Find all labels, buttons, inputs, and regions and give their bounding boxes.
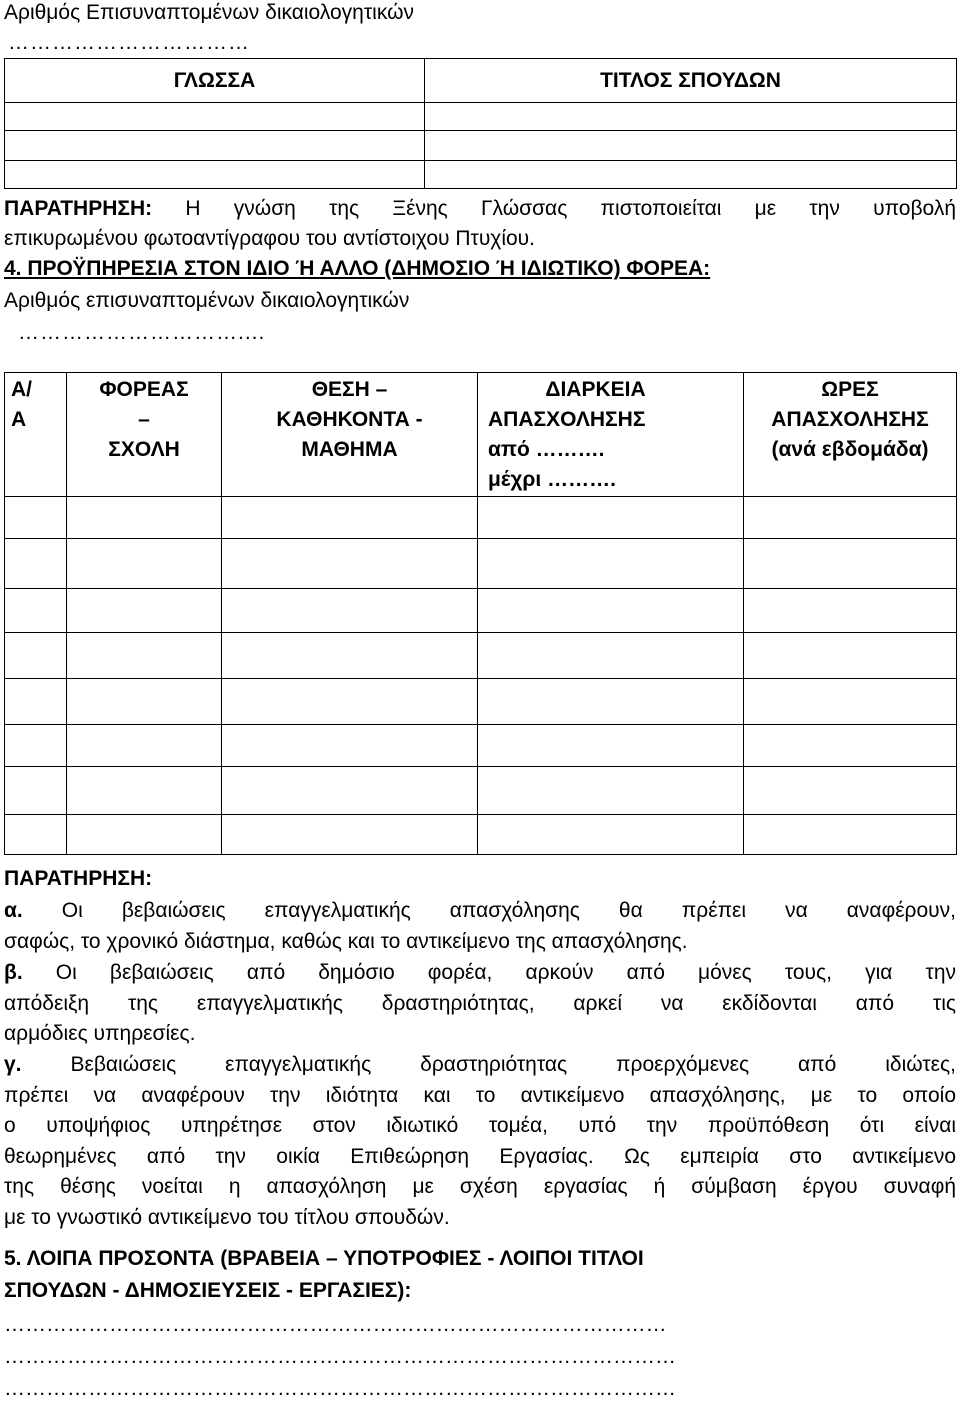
table-cell[interactable] xyxy=(744,539,957,589)
paragraph-marker: γ. xyxy=(4,1053,22,1076)
table-cell[interactable] xyxy=(222,633,478,679)
table-row xyxy=(5,633,957,679)
header-text: Α xyxy=(11,408,27,431)
table-cell[interactable] xyxy=(222,497,478,539)
table-row xyxy=(5,679,957,725)
paragraph-line: θεωρημένες από την οικία Επιθεώρηση Εργασίας. Ως εμπειρία στο αντικείμενο xyxy=(4,1144,956,1168)
duration-column-header xyxy=(478,373,744,497)
language-table-header xyxy=(5,59,957,103)
fill-in-dots-line[interactable]: …………………………………………………………………………………… xyxy=(4,1345,676,1368)
table-cell[interactable] xyxy=(5,589,67,633)
header-text: μέχρι ………. xyxy=(488,468,616,491)
table-cell[interactable] xyxy=(5,131,425,161)
paragraph-marker: α. xyxy=(4,899,23,922)
table-cell[interactable] xyxy=(5,161,425,189)
table-cell[interactable] xyxy=(222,767,478,815)
service-table xyxy=(4,372,957,855)
table-cell[interactable] xyxy=(478,539,744,589)
table-cell[interactable] xyxy=(67,815,222,855)
header-text: ΚΑΘΗΚΟΝΤΑ - xyxy=(276,408,423,431)
paragraph-line: Οι βεβαιώσεις από δημόσιο φορέα, αρκούν από μόνες τους, για την xyxy=(22,961,956,984)
note-text-line: επικυρωμένου φωτοαντίγραφου του αντίστοιχου Πτυχίου. xyxy=(4,227,535,250)
paragraph-line: ο υποψήφιος υπηρέτησε στον ιδιωτικό τομέα, υπό την προϋπόθεση ότι είναι xyxy=(4,1114,956,1137)
table-row xyxy=(5,767,957,815)
header-text: ΩΡΕΣ xyxy=(821,378,879,401)
table-cell[interactable] xyxy=(222,815,478,855)
position-column-header xyxy=(222,373,478,497)
table-cell[interactable] xyxy=(744,633,957,679)
header-text: Α/ xyxy=(11,378,32,401)
header-text: ΜΑΘΗΜΑ xyxy=(301,438,398,461)
table-cell[interactable] xyxy=(5,725,67,767)
table-row xyxy=(5,589,957,633)
section-5-heading: 5. ΛΟΙΠΑ ΠΡΟΣΟΝΤΑ (ΒΡΑΒΕΙΑ – ΥΠΟΤΡΟΦΙΕΣ - ΛΟΙΠΟΙ ΤΙΤΛΟΙ xyxy=(4,1247,644,1270)
table-cell[interactable] xyxy=(5,767,67,815)
table-cell[interactable] xyxy=(67,725,222,767)
table-cell[interactable] xyxy=(67,767,222,815)
paragraph-line: σαφώς, το χρονικό διάστημα, καθώς και το αντικείμενο της απασχόλησης. xyxy=(4,929,688,953)
title-column-header: ΤΙΤΛΟΣ ΣΠΟΥΔΩΝ xyxy=(425,59,957,103)
paragraph-line: με το γνωστικό αντικείμενο του τίτλου σπουδών. xyxy=(4,1205,450,1229)
header-text: ΣΧΟΛΗ xyxy=(108,438,180,461)
table-cell[interactable] xyxy=(478,633,744,679)
note-paragraph-a xyxy=(4,896,956,957)
note-text-line: Η γνώση της Ξένης Γλώσσας πιστοποιείται με την υποβολή xyxy=(152,197,956,220)
table-cell[interactable] xyxy=(5,497,67,539)
attachments-count-label: Αριθμός Επισυναπτομένων δικαιολογητικών xyxy=(4,1,414,24)
table-cell[interactable] xyxy=(5,103,425,131)
paragraph-line: Οι βεβαιώσεις επαγγελματικής απασχόλησης θα πρέπει να αναφέρουν, xyxy=(22,899,956,922)
paragraph-marker: β. xyxy=(4,961,23,984)
table-cell[interactable] xyxy=(5,679,67,725)
table-cell[interactable] xyxy=(67,539,222,589)
header-text: (ανά εβδομάδα) xyxy=(771,438,929,461)
table-cell[interactable] xyxy=(425,161,957,189)
table-cell[interactable] xyxy=(478,815,744,855)
table-cell[interactable] xyxy=(744,815,957,855)
fill-in-dots-line[interactable]: …………………………………………………………………………………… xyxy=(4,1377,676,1400)
service-note-label: ΠΑΡΑΤΗΡΗΣΗ: xyxy=(4,867,153,890)
table-cell[interactable] xyxy=(478,497,744,539)
header-text: ΑΠΑΣΧΟΛΗΣΗΣ xyxy=(771,408,929,431)
fill-in-dots-line[interactable]: …………………………..……………………………………………………… xyxy=(4,1313,667,1336)
table-cell[interactable] xyxy=(478,679,744,725)
language-note xyxy=(4,194,956,225)
paragraph-line: Βεβαιώσεις επαγγελματικής δραστηριότητας προερχόμενες από ιδιώτες, xyxy=(21,1053,956,1076)
table-row xyxy=(5,103,957,131)
header-text: από ………. xyxy=(488,438,605,461)
language-column-header: ΓΛΩΣΣΑ xyxy=(5,59,425,103)
paragraph-line: αρμόδιες υπηρεσίες. xyxy=(4,1022,196,1045)
section-4-heading: 4. ΠΡΟΫΠΗΡΕΣΙΑ ΣΤΟΝ ΙΔΙΟ Ή ΑΛΛΟ (ΔΗΜΟΣΙΟ Ή ΙΔΙΩΤΙΚΟ) ΦΟΡΕΑ: xyxy=(4,257,711,280)
table-row xyxy=(5,815,957,855)
table-cell[interactable] xyxy=(744,725,957,767)
table-row xyxy=(5,725,957,767)
header-text: ΑΠΑΣΧΟΛΗΣΗΣ xyxy=(488,408,646,431)
header-text: – xyxy=(138,408,150,431)
note-paragraph-b xyxy=(4,958,956,1050)
aa-column-header xyxy=(5,373,67,497)
section-5-heading: ΣΠΟΥΔΩΝ - ΔΗΜΟΣΙΕΥΣΕΙΣ - ΕΡΓΑΣΙΕΣ): xyxy=(4,1279,412,1302)
table-cell[interactable] xyxy=(744,589,957,633)
table-cell[interactable] xyxy=(425,103,957,131)
table-cell[interactable] xyxy=(5,633,67,679)
table-row xyxy=(5,161,957,189)
header-text: ΦΟΡΕΑΣ xyxy=(99,378,189,401)
paragraph-line: πρέπει να αναφέρουν την ιδιότητα και το αντικείμενο απασχόλησης, με το οποίο xyxy=(4,1083,956,1107)
section-4-count-dots: ………………………….... xyxy=(18,321,266,344)
table-cell[interactable] xyxy=(222,589,478,633)
table-cell[interactable] xyxy=(478,589,744,633)
paragraph-line: απόδειξη της επαγγελματικής δραστηριότητας, αρκεί να εκδίδονται από τις xyxy=(4,991,956,1015)
table-cell[interactable] xyxy=(67,497,222,539)
table-cell[interactable] xyxy=(478,767,744,815)
table-row xyxy=(5,131,957,161)
service-table-header xyxy=(5,373,957,497)
table-cell[interactable] xyxy=(744,767,957,815)
table-row xyxy=(5,539,957,589)
table-cell[interactable] xyxy=(5,815,67,855)
table-cell[interactable] xyxy=(744,679,957,725)
body-column-header xyxy=(67,373,222,497)
table-cell[interactable] xyxy=(744,497,957,539)
table-cell[interactable] xyxy=(67,633,222,679)
table-cell[interactable] xyxy=(5,539,67,589)
paragraph-line: της θέσης νοείται η απασχόληση με σχέση εργασίας ή σύμβαση έργου συναφή xyxy=(4,1175,956,1198)
attachments-count-dots: …………………………… xyxy=(8,31,250,54)
table-cell[interactable] xyxy=(222,539,478,589)
section-4-count-label: Αριθμός επισυναπτομένων δικαιολογητικών xyxy=(4,289,410,312)
language-table xyxy=(4,58,957,189)
table-cell[interactable] xyxy=(425,131,957,161)
note-paragraph-c xyxy=(4,1050,956,1233)
table-cell[interactable] xyxy=(222,679,478,725)
hours-column-header xyxy=(744,373,957,497)
header-text: ΔΙΑΡΚΕΙΑ xyxy=(545,378,646,401)
note-label: ΠΑΡΑΤΗΡΗΣΗ: xyxy=(4,197,153,220)
table-cell[interactable] xyxy=(222,725,478,767)
table-cell[interactable] xyxy=(67,589,222,633)
table-cell[interactable] xyxy=(67,679,222,725)
table-row xyxy=(5,497,957,539)
table-cell[interactable] xyxy=(478,725,744,767)
header-text: ΘΕΣΗ – xyxy=(311,378,388,401)
